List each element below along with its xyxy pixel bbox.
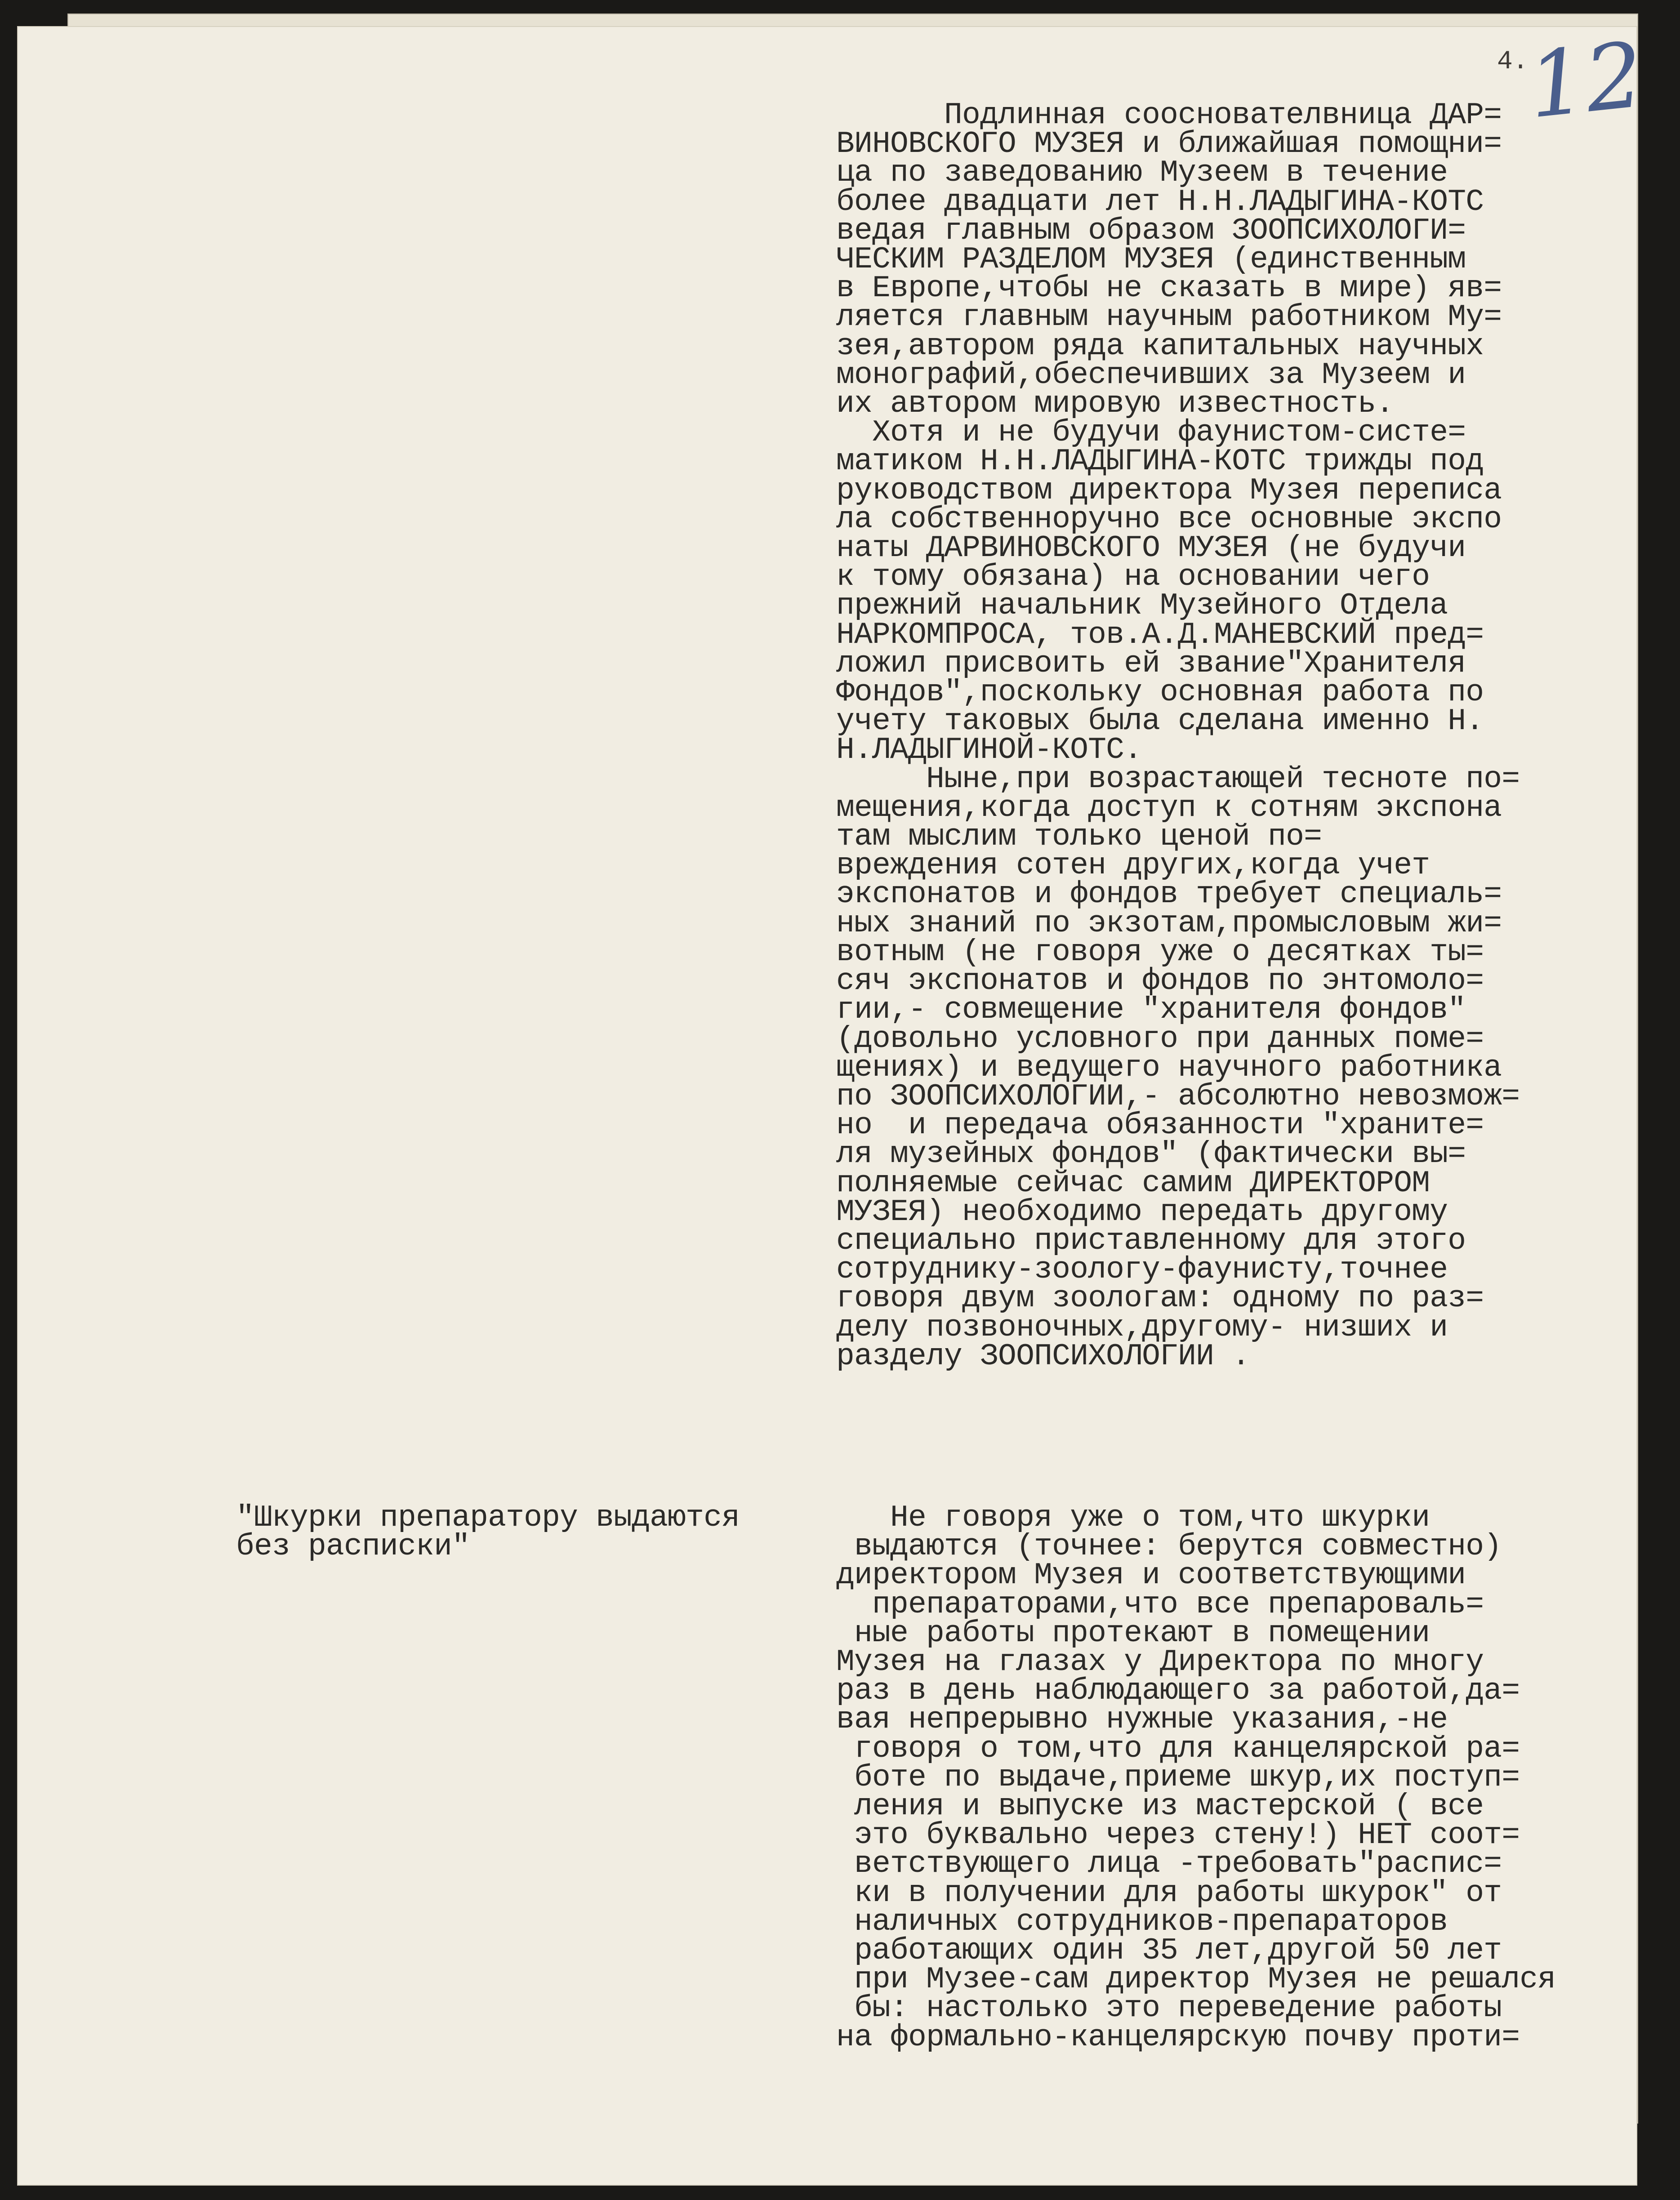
text-line: мещения,когда доступ к сотням экспона [836,790,1502,825]
page-number: 4. [1497,47,1528,76]
text-line: ные работы протекают в помещении [836,1616,1430,1651]
text-line: говоря двум зоологам: одному по раз= [836,1281,1484,1316]
text-line: ца по заведованию Музеем в течение [836,156,1448,191]
text-line: учету таковых была сделана именно Н. [836,704,1484,739]
text-line: на формально-канцелярскую почву проти= [836,2020,1520,2055]
text-line: их автором мировую известность. [836,387,1394,422]
text-line: Ныне,при возрастающей тесноте по= [836,762,1520,797]
text-line: НАРКОМПРОСА, тов.А.Д.МАНЕВСКИЙ пред= [836,617,1484,652]
text-line: выдаются (точнее: берутся совместно) [836,1529,1502,1564]
text-line: говоря о том,что для канцелярской ра= [836,1731,1520,1766]
text-line: сотруднику-зоологу-фаунисту,точнее [836,1252,1448,1287]
margin-note: "Шкурки препаратору выдаются без расписки" [236,1501,740,1564]
text-line: разделу ЗООПСИХОЛОГИИ . [836,1339,1250,1374]
text-line: ведая главным образом ЗООПСИХОЛОГИ= [836,213,1466,248]
text-line: наты ДАРВИНОВСКОГО МУЗЕЯ (не будучи [836,531,1466,566]
text-line: по ЗООПСИХОЛОГИИ,- абсолютно невозмож= [836,1079,1520,1114]
text-line: боте по выдаче,приеме шкур,их поступ= [836,1760,1520,1795]
text-line: работающих один 35 лет,другой 50 лет [836,1933,1502,1968]
main-text-column [836,98,1623,1374]
text-line: ветствующего лица -требовать"распис= [836,1847,1502,1882]
text-line: Не говоря уже о том,что шкурки [836,1501,1430,1535]
text-line: раз в день наблюдающего за работой,да= [836,1674,1520,1709]
text-line: но и передача обязанности "храните= [836,1108,1484,1143]
text-line: гии,- совмещение "хранителя фондов" [836,993,1466,1028]
text-line: Музея на глазах у Директора по многу [836,1645,1484,1680]
second-section-text [836,1501,1623,2055]
text-line: ла собственноручно все основные экспо [836,502,1502,537]
handwritten-folio-number: 12 [1523,22,1648,139]
text-line: щениях) и ведущего научного работника [836,1050,1502,1085]
text-line: вреждения сотен других,когда учет [836,848,1430,883]
text-line: Подлинная сооснователвница ДАР= [836,98,1502,133]
text-line: вая непрерывно нужные указания,-не [836,1702,1448,1737]
text-line: специально приставленному для этого [836,1223,1466,1258]
text-line: ЧЕСКИМ РАЗДЕЛОМ МУЗЕЯ (единственным [836,242,1466,277]
text-line: бы: настолько это переведение работы [836,1991,1502,2026]
text-line: ля музейных фондов" (фактически вы= [836,1137,1466,1172]
text-line: монографий,обеспечивших за Музеем и [836,357,1466,392]
text-line: делу позвоночных,другому- низших и [836,1310,1448,1345]
text-line: полняемые сейчас самим ДИРЕКТОРОМ [836,1166,1430,1201]
text-line: ВИНОВСКОГО МУЗЕЯ и ближайшая помощни= [836,127,1502,162]
text-line: это буквально через стену!) НЕТ соот= [836,1818,1520,1853]
text-line: ложил присвоить ей звание"Хранителя [836,646,1466,681]
text-line: матиком Н.Н.ЛАДЫГИНА-КОТС трижды под [836,444,1484,479]
text-line: Фондов",поскольку основная работа по [836,675,1484,710]
text-line: при Музее-сам директор Музея не решался [836,1962,1556,1997]
text-line: ки в получении для работы шкурок" от [836,1875,1502,1911]
text-line: МУЗЕЯ) необходимо передать другому [836,1194,1448,1229]
text-line: Н.ЛАДЫГИНОЙ-КОТС. [836,733,1142,768]
text-line: в Европе,чтобы не сказать в мире) яв= [836,271,1502,306]
text-line: ляется главным научным работником Му= [836,300,1502,335]
text-line: там мыслим только ценой по= [836,819,1322,855]
text-line: более двадцати лет Н.Н.ЛАДЫГИНА-КОТС [836,184,1484,219]
text-line: ления и выпуске из мастерской ( все [836,1789,1484,1824]
text-line: экспонатов и фондов требует специаль= [836,877,1502,912]
text-line: (довольно условного при данных поме= [836,1021,1484,1056]
text-line: прежний начальник Музейного Отдела [836,588,1448,623]
text-line: сяч экспонатов и фондов по энтомоло= [836,964,1484,999]
text-line: Хотя и не будучи фаунистом-систе= [836,415,1466,450]
text-line: руководством директора Музея переписа [836,473,1502,508]
text-line: зея,автором ряда капитальных научных [836,329,1484,364]
text-line: директором Музея и соответствующими [836,1558,1466,1593]
text-line: ных знаний по экзотам,промысловым жи= [836,906,1502,941]
text-line: к тому обязана) на основании чего [836,560,1430,595]
text-line: наличных сотрудников-препараторов [836,1904,1448,1939]
text-line: вотным (не говоря уже о десятках ты= [836,935,1484,970]
text-line: препараторами,что все препароваль= [836,1587,1484,1622]
